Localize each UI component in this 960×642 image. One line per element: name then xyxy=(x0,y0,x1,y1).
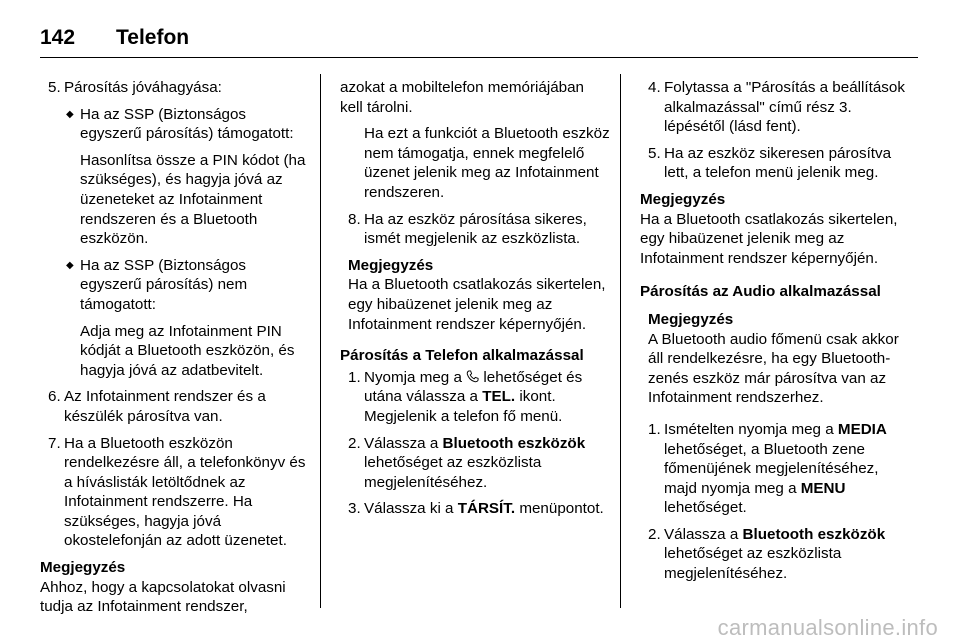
note-text: A Bluetooth audio főmenü csak akkor áll rendelkezésre, ha egy Bluetooth-zenés eszköz már párosítva van az Infotainment rendszerhez. xyxy=(648,330,899,407)
section-heading: Párosítás a Telefon alkalmazással xyxy=(340,347,584,365)
step-6 xyxy=(40,387,310,426)
step-2 xyxy=(640,525,910,584)
step-number: 6. xyxy=(48,388,61,406)
step-number: 5. xyxy=(648,144,661,162)
column-1 xyxy=(40,78,310,629)
note-heading: Megjegyzés xyxy=(348,256,434,274)
step-1 xyxy=(640,420,910,518)
step-text: Ha az eszköz sikeresen párosítva lett, a telefon menü jelenik meg. xyxy=(664,144,892,182)
step-text: Válassza a Bluetooth eszközök lehetőséget az eszközlista megjelenítéséhez. xyxy=(664,525,886,583)
step-5 xyxy=(640,144,910,183)
note-text: Ha a Bluetooth csatlakozás sikertelen, egy hibaüzenet jelenik meg az Infotainment rendszer képernyőjén. xyxy=(640,210,898,267)
note xyxy=(40,558,310,617)
step-4 xyxy=(640,78,910,137)
column-divider-2 xyxy=(620,74,621,608)
diamond-bullet-icon: ◆ xyxy=(66,259,74,271)
step-1 xyxy=(340,368,610,427)
section-heading: Párosítás az Audio alkalmazással xyxy=(640,283,881,301)
step-text: Párosítás jóváhagyása: xyxy=(64,79,222,96)
step-number: 7. xyxy=(48,434,61,452)
column-2 xyxy=(340,78,610,526)
step-number: 3. xyxy=(348,500,361,518)
step-text: Ha az eszköz párosítása sikeres, ismét megjelenik az eszközlista. xyxy=(364,210,587,248)
step-number: 5. xyxy=(48,79,61,96)
step-number: 8. xyxy=(348,210,361,228)
diamond-bullet-icon: ◆ xyxy=(66,108,74,120)
step-text: Ha a Bluetooth eszközön rendelkezésre áll, a telefonkönyv és a híváslisták letöltődnek az Infotainment rendszerre. Ha szükséges, hagyja jóvá okostelefonján az adott üzenetet. xyxy=(64,434,306,550)
note xyxy=(640,310,910,408)
note xyxy=(340,256,610,334)
bullet-text: Ha az SSP (Biztonságos egyszerű párosítás) támogatott: xyxy=(80,105,294,143)
paragraph: Ha ezt a funkciót a Bluetooth eszköz nem támogatja, ennek megfelelő üzenet jelenik meg az Infotainment rendszeren. xyxy=(364,125,610,201)
step-text: Válassza ki a TÁRSÍT. menüpontot. xyxy=(364,500,604,518)
column-3 xyxy=(640,78,910,591)
step-text: Nyomja meg a lehetőséget és utána válassza a TEL. ikont. Megjelenik a telefon fő menü. xyxy=(364,368,583,425)
page-number: 142 xyxy=(40,26,76,50)
step-text: Az Infotainment rendszer és a készülék párosítva van. xyxy=(64,388,266,425)
step-2 xyxy=(340,434,610,493)
bullet-text: Ha az SSP (Biztonságos egyszerű párosítás) nem támogatott: xyxy=(80,256,248,313)
watermark: carmanualsonline.info xyxy=(717,615,938,641)
step-text: Ismételten nyomja meg a MEDIA lehetőséget, a Bluetooth zene főmenüjének megjelenítéséhez, majd nyomja meg a MENU lehetőséget. xyxy=(664,420,887,517)
step-text: Válassza a Bluetooth eszközök lehetőséget az eszközlista megjelenítéséhez. xyxy=(364,434,586,491)
note-text: Ha a Bluetooth csatlakozás sikertelen, egy hibaüzenet jelenik meg az Infotainment rendszer képernyőjén. xyxy=(348,276,606,333)
page-header xyxy=(40,18,189,48)
step-7 xyxy=(40,434,310,552)
phone-icon xyxy=(466,370,479,383)
page-title: Telefon xyxy=(116,26,190,50)
note-heading: Megjegyzés xyxy=(648,310,734,328)
step-number: 1. xyxy=(648,420,661,438)
column-divider-1 xyxy=(320,74,321,608)
step-number: 2. xyxy=(348,434,361,452)
bullet-detail: Hasonlítsa össze a PIN kódot (ha szükséges), és hagyja jóvá az üzeneteket az Infotainment rendszeren és a Bluetooth eszközön. xyxy=(80,151,306,248)
step-number: 2. xyxy=(648,525,661,543)
note xyxy=(640,190,910,268)
step-text: Folytassa a "Párosítás a beállítások alkalmazással" című rész 3. lépésétől (lásd fent). xyxy=(664,79,905,136)
bullet-ssp-unsupported xyxy=(40,256,310,315)
step-number: 4. xyxy=(648,79,661,96)
note-heading: Megjegyzés xyxy=(640,190,726,208)
note-text: Ahhoz, hogy a kapcsolatokat olvasni tudja az Infotainment rendszer, xyxy=(40,578,286,616)
step-number: 1. xyxy=(348,368,361,386)
continued-text: azokat a mobiltelefon memóriájában kell tárolni. xyxy=(340,79,584,116)
note-heading: Megjegyzés xyxy=(40,559,126,577)
header-rule xyxy=(40,57,918,58)
step-8 xyxy=(340,210,610,249)
bullet-ssp-supported xyxy=(40,105,310,144)
step-5 xyxy=(40,78,310,98)
bullet-detail: Adja meg az Infotainment PIN kódját a Bluetooth eszközön, és hagyja jóvá az adatbevitelt. xyxy=(80,322,295,379)
step-3 xyxy=(340,499,610,519)
